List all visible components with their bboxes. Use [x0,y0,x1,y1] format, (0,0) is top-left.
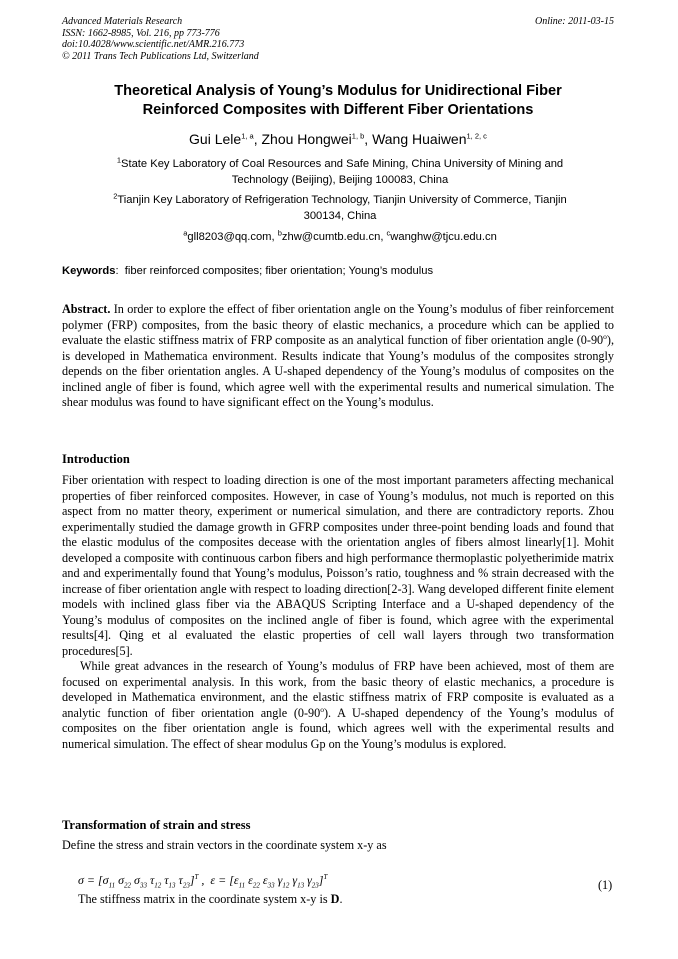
journal-name: Advanced Materials Research [62,16,183,27]
title-line-1: Theoretical Analysis of Young’s Modulus for Unidirectional Fiber [114,83,562,99]
author-affil: 1, b [351,131,365,141]
stiffness-sentence [78,891,342,907]
email-a: gll8203@qq.com [187,231,272,243]
online-date: Online: 2011-03-15 [535,16,614,27]
affiliation-text: Tianjin Key Laboratory of Refrigeration Technology, Tianjin University of Commerce, Tianjin [117,194,567,206]
email-marker: b [277,228,282,238]
issn: ISSN: 1662-8985, Vol. 216, pp 773-776 [62,27,220,39]
paper-title [62,82,614,120]
affiliation-text: 300134, China [303,210,377,222]
author-separator: , [364,131,373,147]
degree-sign: o [603,331,607,341]
paragraph-text: While great advances in the research of Young’s modulus of FRP have been achieved, most of them are focused on experimental analysis. In this work, from the basic theory of elastic mechanics, a procedure is developed in Mathematica environment, and the elastic stiffness matrix of FRP composite is evaluated as a analytic function of fiber orientation angle (0-90 [62,659,614,720]
email-c: wanghw@tjcu.edu.cn [390,231,497,243]
affiliation-1 [70,156,610,188]
transformation-intro: Define the stress and strain vectors in the coordinate system x-y as [62,838,387,852]
abstract-text-cont: ), is developed in Mathematica environment. Results indicate that Young’s modulus of the composites strongly depends on the fiber orientation angles. A U-shaped dependency of the Young’s modulus of composites on the inclined angle of fiber is found, which agree well with the experimental results and numerical simulation. The shear modulus was found to have significant effect on the Young’s modulus. [62,333,614,409]
affiliation-marker: 2 [113,191,118,201]
email-marker: c [386,228,391,238]
stiffness-text: The stiffness matrix in the coordinate system x-y is [78,892,331,906]
email-marker: a [183,228,188,238]
section-heading-transformation: Transformation of strain and stress [62,818,251,832]
abstract-text: In order to explore the effect of fiber orientation angle on the Young’s modulus of fiber reinforcement polymer (FRP) composites, from the basic theory of elastic mechanics, a procedure which can be applied to evaluate the elastic stiffness matrix of FRP composite as an analytical function of fiber orientation angle (0-90 [62,302,614,347]
author-name: Gui Lele [189,131,242,147]
title-line-2: Reinforced Composites with Different Fiber Orientations [142,102,534,118]
affiliation-text: State Key Laboratory of Coal Resources and Safe Mining, China University of Mining and [121,158,564,170]
copyright: © 2011 Trans Tech Publications Ltd, Switzerland [62,50,259,62]
abstract [62,302,614,411]
keywords-label: Keywords [62,265,116,277]
introduction-body [62,473,614,752]
abstract-label: Abstract. [62,302,111,316]
author-affil: 1, a [241,131,254,141]
degree-sign: o [320,704,324,714]
keywords-text: fiber reinforced composites; fiber orientation; Young’s modulus [124,265,434,277]
section-heading-introduction: Introduction [62,452,130,466]
affiliation-2 [70,192,610,224]
stiffness-symbol: D [330,892,340,906]
email-line: $^a$gll8203@qq.com, $^b$zhw@cumtb.edu.cn, $^c$wanghw@tjcu.edu.cn [183,228,497,243]
equation-number: (1) [598,878,613,892]
email-b: zhw@cumtb.edu.cn [281,231,381,243]
introduction-paragraph-1: Fiber orientation with respect to loading direction is one of the most important parameters affecting mechanical properties of fiber reinforced composites. However, in case of Young’s modulus, not much is reported on this aspect from no matter theory, experiment or numerical simulation, and there are contradictory reports. Zhou experimentally studied the damage growth in GFRP composites under three-point bending loads and found that the elastic modulus of the composites decease with the orientation angles of fibers almost linearly[1]. Mohit developed a composite with continuous carbon fibers and high performance thermoplastic polyetherimide matrix and and experimentally found that Young’s modulus, Poisson’s ratio, toughness and % strain decreased with the increase of fiber orientation angle with respect to loading direction[2-3]. Wang developed different finite element models with inclined glass fiber via the ABAQUS Scripting Interface and a U-shaped dependency of the Young’s modulus of composites on the inclined angle of fiber is found, which agree with the experimental results[4]. Qing et al evaluated the elastic properties of cell wall layers through two transformation procedures[5]. [62,473,614,658]
affiliation-marker: 1 [116,155,121,165]
introduction-paragraph-2 [62,659,614,752]
paragraph-text-cont: ). A U-shaped dependency of the Young’s modulus of composites on the fiber orientation angle is found, which agrees well with the experimental results and numerical simulation. The effect of shear modulus Gp on the Young’s modulus is explored. [62,705,614,751]
doi: doi:10.4028/www.scientific.net/AMR.216.773 [62,39,245,50]
equation-1: $\sigma = [\sigma_{11}$ $\sigma_{22}$ $\sigma_{33}$ $\tau_{12}$ $\tau_{13}$ $\tau_{23}]^T$ , $\varepsilon = [\varepsilon_{11}$ $\varepsilon_{22}$ $\varepsilon_{33}$ $\gamma_{12}$ $\gamma_{13}$ $\gamma_{23}]^T$ [78,873,328,890]
affiliation-text: Technology (Beijing), Beijing 100083, China [231,174,449,186]
author-name: Wang Huaiwen [372,131,467,147]
author-name: Zhou Hongwei [261,131,352,147]
author-separator: , [253,131,262,147]
stiffness-end: . [339,892,343,906]
author-affil: 1, 2, c [466,131,487,141]
author-list [62,129,614,149]
keywords: Keywords: fiber reinforced composites; fiber orientation; Young’s modulus [62,265,434,277]
journal-header [62,16,259,62]
